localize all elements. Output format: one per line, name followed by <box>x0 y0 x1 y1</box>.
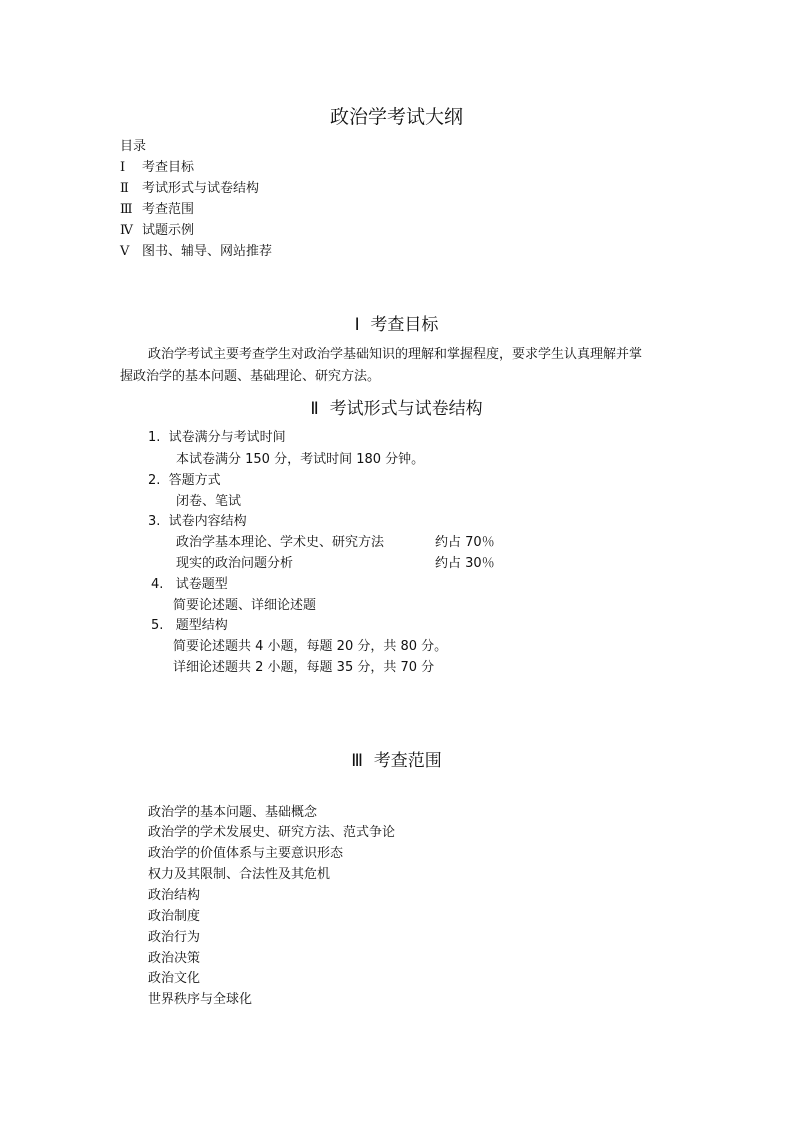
toc-item[interactable] <box>120 243 272 261</box>
item1-title: 1. 试卷满分与考试时间 <box>148 430 286 445</box>
list-item: 政治文化 <box>148 971 201 986</box>
document-title: 政治学考试大纲 <box>329 106 463 128</box>
toc-text: 图书、辅导、网站推荐 <box>142 244 273 259</box>
content-row-1: 政治学基本理论、学术史、研究方法 <box>176 535 385 550</box>
item3-title: 3. 试卷内容结构 <box>148 514 247 529</box>
toc-num: Ⅴ <box>120 244 130 259</box>
list-item: 政治学的价值体系与主要意识形态 <box>148 846 344 861</box>
toc-item[interactable] <box>120 180 259 198</box>
content-share-1: 约占 70％ <box>435 535 495 550</box>
toc-item[interactable] <box>120 222 194 240</box>
item1-body: 本试卷满分 150 分，考试时间 180 分钟。 <box>176 452 425 467</box>
toc-text: 考试形式与试卷结构 <box>142 181 260 196</box>
list-item: 政治学的基本问题、基础概念 <box>148 805 318 820</box>
toc-num: Ⅰ <box>120 160 126 175</box>
toc-text: 考查目标 <box>142 160 195 175</box>
item5-line2: 详细论述题共 2 小题，每题 35 分，共 70 分 <box>173 660 435 675</box>
list-item: 政治制度 <box>148 909 201 924</box>
toc-text: 考查范围 <box>142 202 195 217</box>
toc-num: Ⅱ <box>120 181 129 196</box>
section1-heading: Ⅰ 考查目标 <box>354 315 439 335</box>
toc-num: Ⅲ <box>120 202 133 217</box>
list-item: 权力及其限制、合法性及其危机 <box>148 867 331 882</box>
toc-item[interactable] <box>120 201 194 219</box>
list-item: 政治学的学术发展史、研究方法、范式争论 <box>148 825 396 840</box>
content-row-2: 现实的政治问题分析 <box>176 556 294 571</box>
item2-body: 闭卷、笔试 <box>176 494 242 509</box>
list-item: 政治决策 <box>148 951 201 966</box>
item2-title: 2. 答题方式 <box>148 473 221 488</box>
toc-item[interactable] <box>120 159 194 177</box>
list-item: 世界秩序与全球化 <box>148 992 253 1007</box>
toc-num: Ⅳ <box>120 223 133 238</box>
section1-paragraph-line2: 握政治学的基本问题、基础理论、研究方法。 <box>120 369 381 384</box>
item5-line1: 简要论述题共 4 小题，每题 20 分，共 80 分。 <box>173 639 448 654</box>
toc-text: 试题示例 <box>142 223 195 238</box>
toc-label: 目录 <box>120 139 147 154</box>
section2-heading: Ⅱ 考试形式与试卷结构 <box>310 399 483 419</box>
item4-body: 简要论述题、详细论述题 <box>173 598 317 613</box>
section1-paragraph-line1: 政治学考试主要考查学生对政治学基础知识的理解和掌握程度，要求学生认真理解并掌 <box>148 347 643 362</box>
content-share-2: 约占 30％ <box>435 556 495 571</box>
list-item: 政治结构 <box>148 888 201 903</box>
item5-title: 5. 题型结构 <box>151 618 228 633</box>
item4-title: 4. 试卷题型 <box>151 577 228 592</box>
list-item: 政治行为 <box>148 930 201 945</box>
section3-heading: Ⅲ 考查范围 <box>351 751 442 771</box>
